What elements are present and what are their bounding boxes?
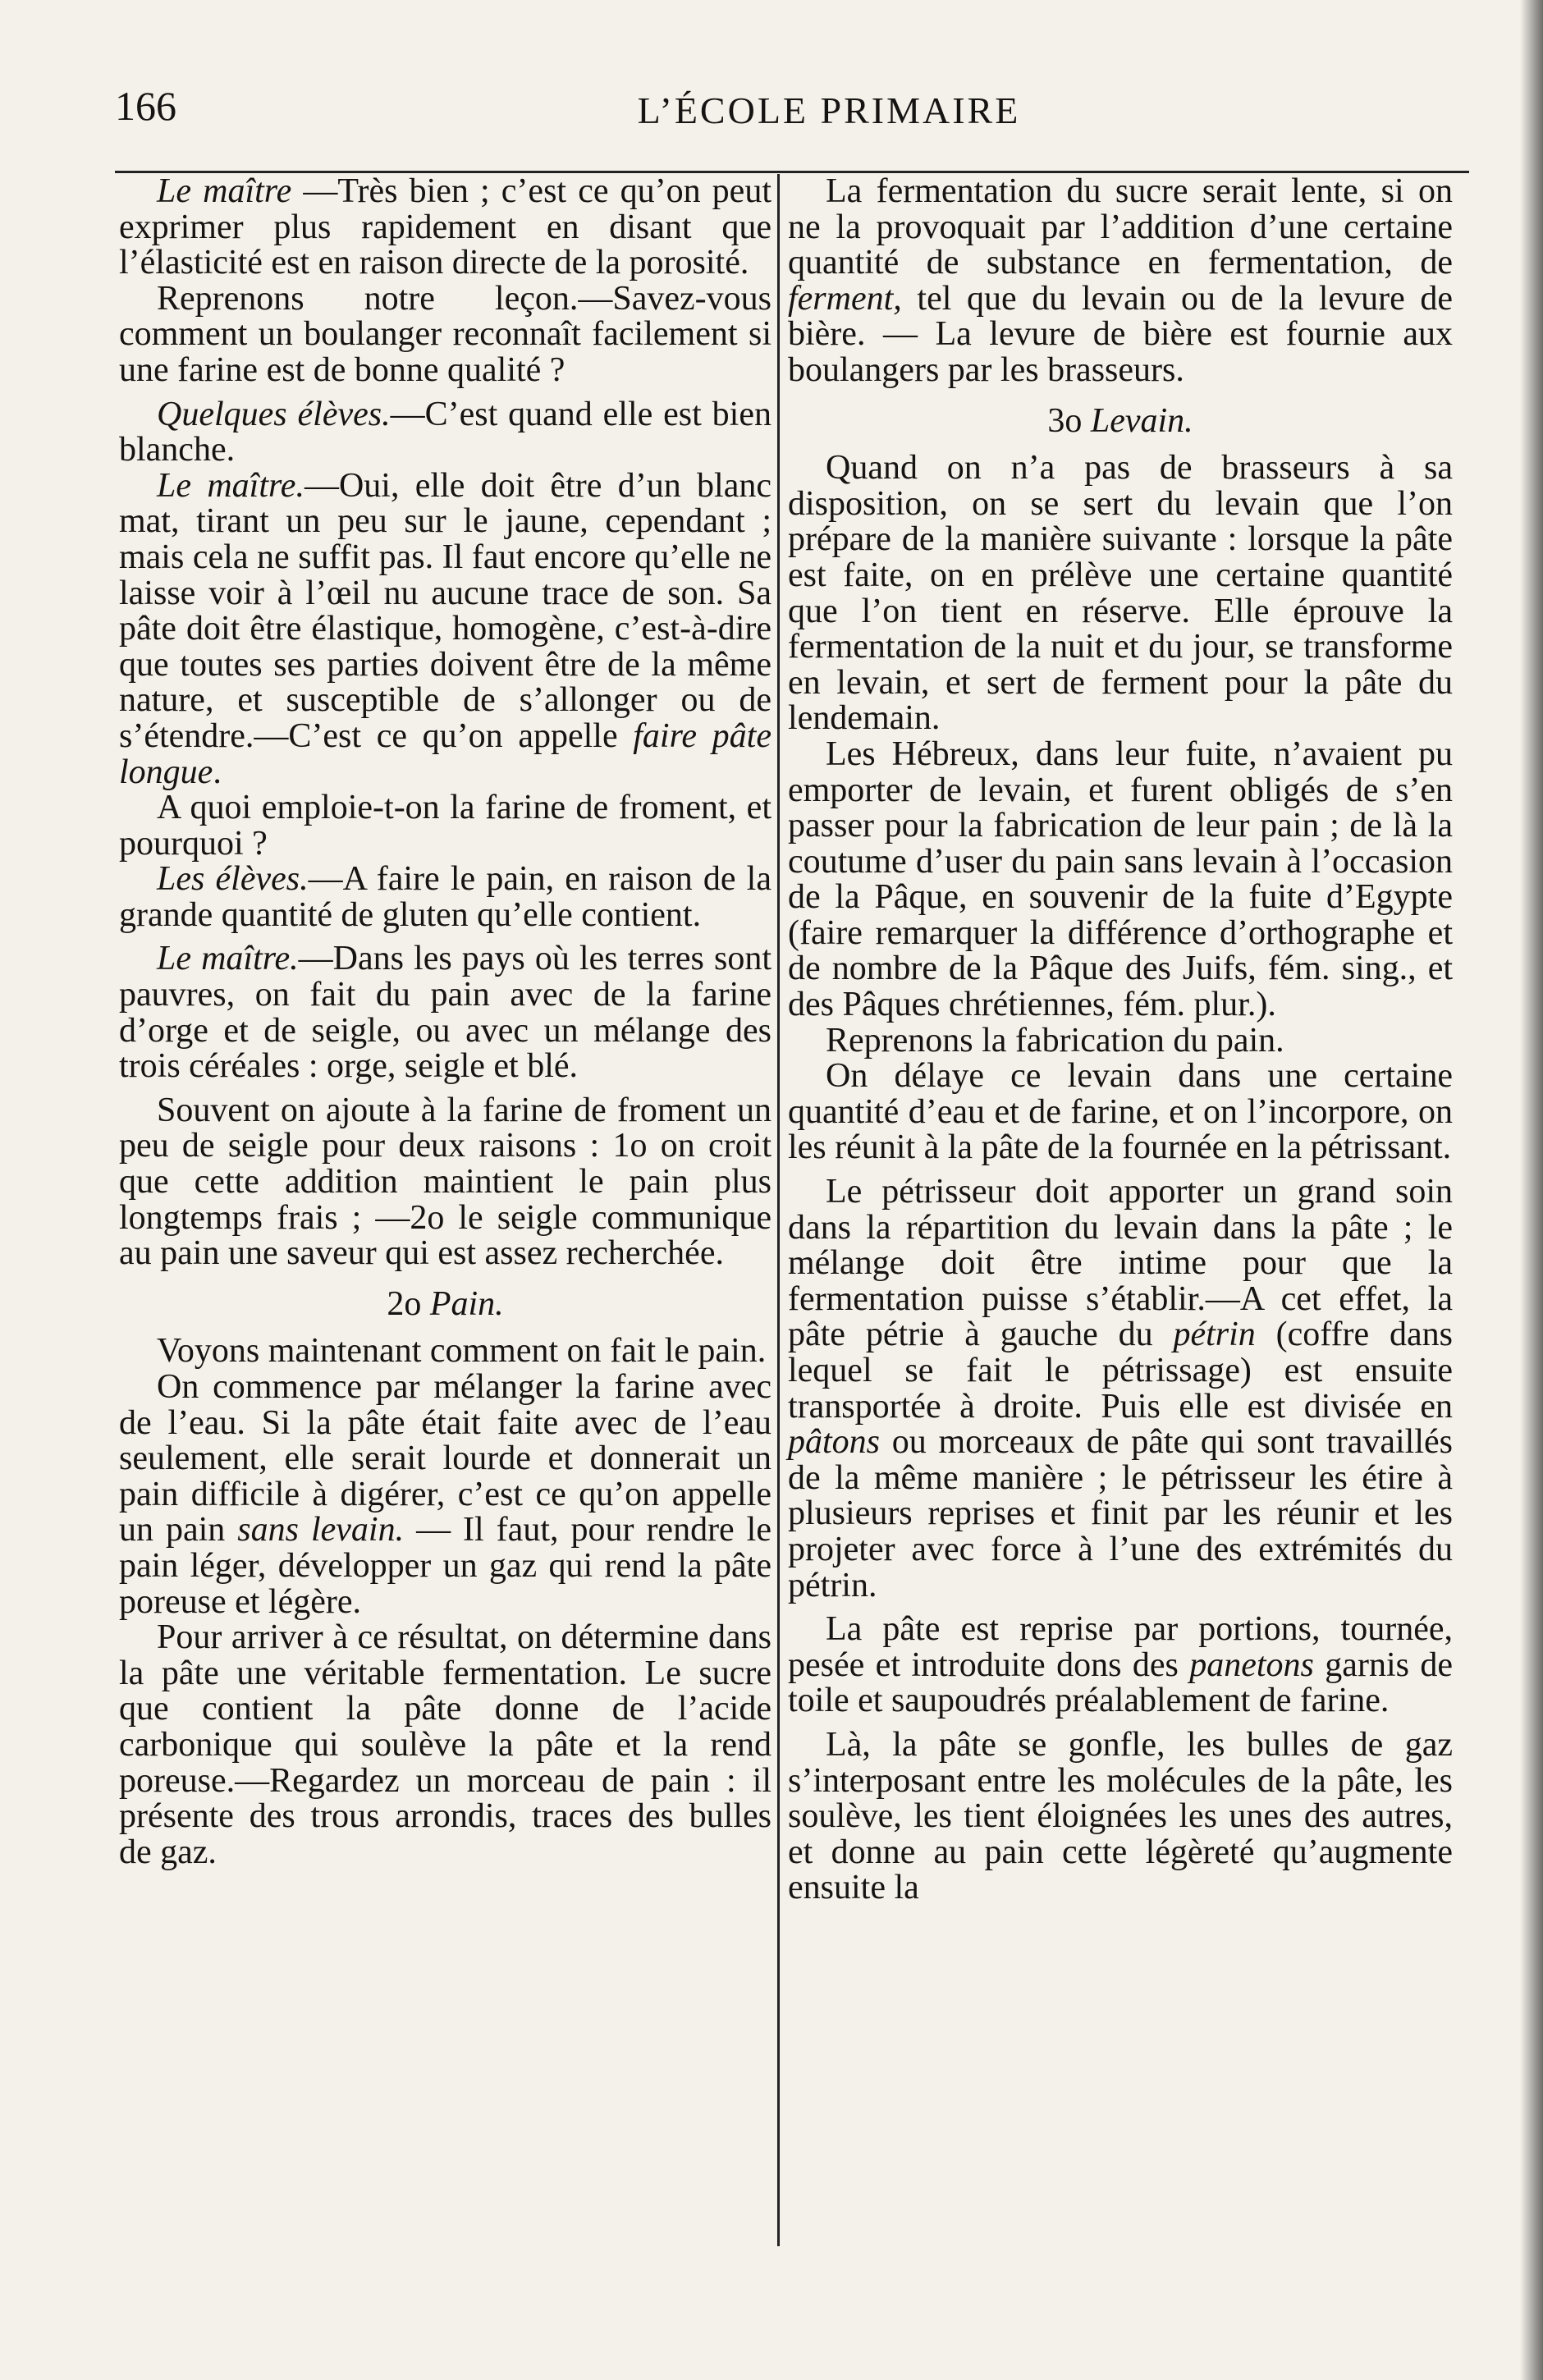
paragraph-text: —Oui, elle doit être d’un blanc mat, tirant un peu sur le jaune, cependant ; mais cela ne suffit pas. Il faut encore qu’elle ne laisse voir à l’œil nu aucune trace de son. Sa pâte doit être élastique, homogène, c’est-à-dire que toutes ses parties doivent être de la même nature, et susceptible de s’allonger ou de s’étendre.—C’est ce qu’on appelle xyxy=(119,466,772,755)
paragraph-text: La fermentation du sucre serait lente, si on ne la provoquait par l’addition d’une certaine quantité de substance en fermentation, de xyxy=(788,172,1453,282)
running-title: L’ÉCOLE PRIMAIRE xyxy=(637,89,1021,131)
paragraph-text: La pâte est reprise par portions, tournée, pesée et introduite dons des xyxy=(788,1610,1453,1684)
right-column xyxy=(788,174,1453,1906)
column-divider xyxy=(777,174,780,2246)
paragraph xyxy=(119,1620,772,1870)
paragraph xyxy=(119,281,772,389)
paragraph xyxy=(119,941,772,1084)
paragraph-tail: tel que du levain ou de la levure de bière. — La levure de bière est fournie aux boulangers par les brasseurs. xyxy=(788,279,1453,389)
paragraph-text: On délaye ce levain dans une certaine quantité d’eau et de farine, et on l’incorpore, on les réunit à la pâte de la fournée en la pétrissant. xyxy=(788,1057,1453,1167)
italic-term: faire pâte longue xyxy=(119,716,772,791)
italic-term: ferment, xyxy=(788,279,902,318)
paragraph xyxy=(119,397,772,469)
paragraph-text: —Dans les pays où les terres sont pauvres, on fait du pain avec de la farine d’orge et de seigle, ou avec un mélange des trois céréales : orge, seigle et blé. xyxy=(119,940,772,1086)
paragraph-text: Là, la pâte se gonfle, les bulles de gaz s’interposant entre les molécules de la pâte, les soulève, les tient éloignées les unes des autres, et donne au pain cette légèreté qu’augmente ensuite la xyxy=(788,1725,1453,1907)
paragraph-text: —A faire le pain, en raison de la grande quantité de gluten qu’elle contient. xyxy=(119,860,772,934)
paragraph-tail: — Il faut, pour rendre le pain léger, développer un gaz qui rend la pâte poreuse et légère. xyxy=(119,1511,772,1621)
paragraph xyxy=(788,1612,1453,1719)
paragraph xyxy=(788,451,1453,737)
paragraph-text: On commence par mélanger la farine avec de l’eau. Si la pâte était faite avec de l’eau seulement, elle serait lourde et donnerait un pain difficile à digérer, c’est ce qu’on appelle un pain xyxy=(119,1368,772,1549)
paragraph-tail: ou morceaux de pâte qui sont travaillés de la même manière ; le pétrisseur les étire à plusieurs reprises et finit par les réunir et les projeter avec force à l’une des extrémités du pétrin. xyxy=(788,1423,1453,1604)
speaker-label: Le maître xyxy=(157,172,292,210)
paragraph xyxy=(119,1334,772,1370)
paragraph xyxy=(788,1023,1453,1060)
paragraph-text: Voyons maintenant comment on fait le pain. xyxy=(157,1332,767,1371)
paragraph-text: Reprenons la fabrication du pain. xyxy=(826,1021,1284,1060)
section-title: Pain. xyxy=(429,1284,504,1323)
paragraph-text: Les Hébreux, dans leur fuite, n’avaient pu emporter de levain, et furent obligés de s’en passer pour la fabrication de leur pain ; de là la coutume d’user du pain sans levain à l’occasion de la Pâque, en souvenir de la fuite d’Egypte (faire remarquer la différence d’orthographe et de nombre de la Pâque des Juifs, fém. sing., et des Pâques chrétiennes, fém. plur.). xyxy=(788,735,1453,1024)
speaker-label: Le maître. xyxy=(157,940,299,978)
section-heading xyxy=(119,1284,772,1323)
paragraph-tail: garnis de toile et saupoudrés préalablement de farine. xyxy=(788,1645,1453,1720)
italic-term: pétrin xyxy=(1173,1316,1256,1354)
paragraph xyxy=(788,737,1453,1023)
speaker-label: Le maître. xyxy=(157,466,304,505)
section-number: 2o xyxy=(387,1284,430,1323)
paragraph-text: Quand on n’a pas de brasseurs à sa disposition, on se sert du levain que l’on prépare de la manière suivante : lorsque la pâte est faite, on en prélève une certaine quantité que l’on tient en réserve. Elle éprouve la fermentation de la nuit et du jour, se transforme en levain, et sert de ferment pour la pâte du lendemain. xyxy=(788,449,1453,738)
paragraph-text: —Très bien ; c’est ce qu’on peut exprimer plus rapidement en disant que l’élasticité est en raison directe de la porosité. xyxy=(119,172,772,282)
page-binding-shadow xyxy=(1520,0,1543,2380)
paragraph-text: Pour arriver à ce résultat, on détermine dans la pâte une véritable fermentation. Le sucre que contient la pâte donne de l’acide carbonique qui soulève la pâte et la rend poreuse.—Regardez un morceau de pain : il présente des trous arrondis, traces des bulles de gaz. xyxy=(119,1618,772,1871)
paragraph xyxy=(788,1059,1453,1166)
paragraph xyxy=(119,466,772,791)
paragraph xyxy=(788,1174,1453,1604)
paragraph-tail: (coffre dans lequel se fait le pétrissage) est ensuite transportée à droite. Puis elle est divisée en xyxy=(788,1316,1453,1426)
page-number: 166 xyxy=(115,83,176,129)
italic-term: pâtons xyxy=(788,1423,881,1462)
section-number: 3o xyxy=(1047,401,1091,440)
paragraph xyxy=(788,1725,1453,1907)
paragraph-text: Le pétrisseur doit apporter un grand soin dans la répartition du levain dans la pâte ; le mélange doit être intime pour que la fermentation puisse s’établir.—A cet effet, la pâte pétrie à gauche du xyxy=(788,1173,1453,1354)
left-column xyxy=(119,174,772,1870)
paragraph-tail: . xyxy=(213,753,222,791)
paragraph-text: —C’est quand elle est bien blanche. xyxy=(119,395,772,469)
italic-term: sans levain. xyxy=(237,1511,405,1549)
paragraph xyxy=(119,174,772,281)
paragraph-text: A quoi emploie-t-on la farine de froment, et pourquoi ? xyxy=(119,789,772,863)
paragraph xyxy=(119,1370,772,1620)
paragraph xyxy=(119,862,772,933)
section-heading xyxy=(788,401,1453,440)
italic-term: panetons xyxy=(1189,1645,1314,1684)
speaker-label: Les élèves. xyxy=(157,860,309,899)
paragraph-text: Souvent on ajoute à la farine de froment un peu de seigle pour deux raisons : 1o on croit que cette addition maintient le pain plus longtemps frais ; —2o le seigle communique au pain une saveur qui est assez recherchée. xyxy=(119,1091,772,1273)
paragraph xyxy=(119,1093,772,1272)
section-title: Levain. xyxy=(1090,401,1193,440)
paragraph xyxy=(119,790,772,862)
speaker-label: Quelques élèves. xyxy=(157,395,391,433)
paragraph-text: Reprenons notre leçon.—Savez-vous comment un boulanger reconnaît facilement si une farine est de bonne qualité ? xyxy=(119,279,772,389)
paragraph xyxy=(788,174,1453,389)
